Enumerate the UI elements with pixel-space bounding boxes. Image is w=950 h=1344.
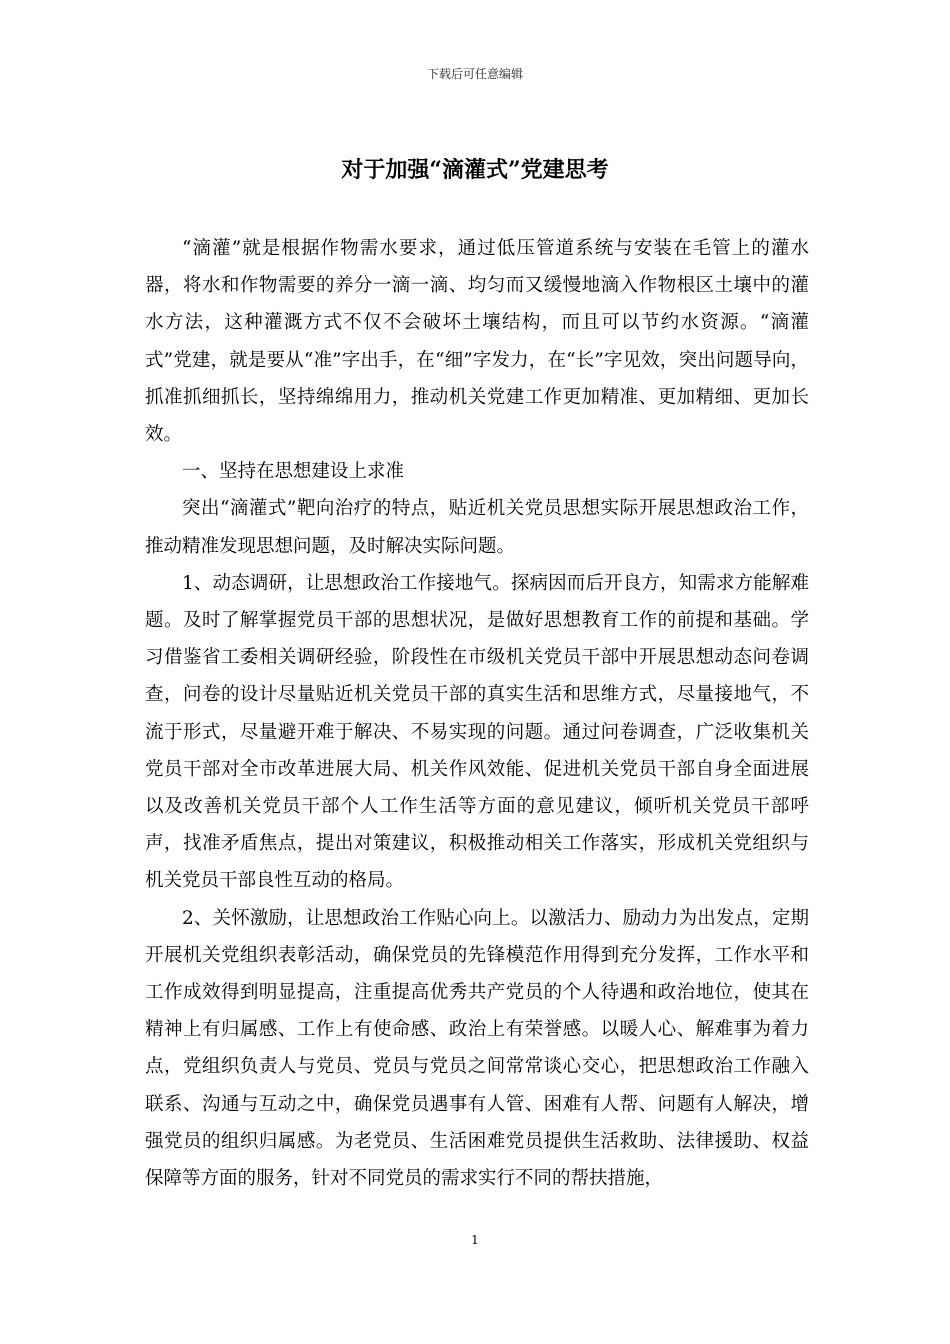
section-heading-1: 一、坚持在思想建设上求准 [182,461,405,483]
paragraph-item-1: 1、动态调研，让思想政治工作接地气。探病因而后开良方，知需求方能解难题。及时了解掌握党员干部的思想状况，是做好思想教育工作的前提和基础。学习借鉴省工委相关调研经验，阶段性在市级机关党员干部中开展思想动态问卷调查，问卷的设计尽量贴近机关党员干部的真实生活和思维方式，尽量接地气，不流于形式，尽量避开难于解决、不易实现的问题。通过问卷调查，广泛收集机关党员干部对全市改革进展大局、机关作风效能、促进机关党员干部自身全面进展以及改善机关党员干部个人工作生活等方面的意见建议，倾听机关党员干部呼声，找准矛盾焦点，提出对策建议，积极推动相关工作落实，形成机关党组织与机关党员干部良性互动的格局。 [145,572,809,892]
document-title: 对于加强“滴灌式”党建思考 [341,157,609,183]
document-body [145,230,809,1197]
header-note: 下载后可任意编辑 [426,67,523,81]
page-number: 1 [471,1233,479,1247]
paragraph-section-1-intro: 突出“滴灌式”靶向治疗的特点，贴近机关党员思想实际开展思想政治工作，推动精准发现思想问题，及时解决实际问题。 [145,498,809,557]
paragraph-item-2: 2、关怀激励，让思想政治工作贴心向上。以激活力、励动力为出发点，定期开展机关党组织表彰活动，确保党员的先锋模范作用得到充分发挥，工作水平和工作成效得到明显提高，注重提高优秀共产党员的个人待遇和政治地位，使其在精神上有归属感、工作上有使命感、政治上有荣誉感。以暖人心、解难事为着力点，党组织负责人与党员、党员与党员之间常常谈心交心，把思想政治工作融入联系、沟通与互动之中，确保党员遇事有人管、困难有人帮、问题有人解决，增强党员的组织归属感。为老党员、生活困难党员提供生活救助、法律援助、权益保障等方面的服务，针对不同党员的需求实行不同的帮扶措施， [145,907,809,1190]
paragraph-intro: “滴灌”就是根据作物需水要求，通过低压管道系统与安装在毛管上的灌水器，将水和作物需要的养分一滴一滴、均匀而又缓慢地滴入作物根区土壤中的灌水方法，这种灌溉方式不仅不会破坏土壤结构，而且可以节约水资源。“滴灌式”党建，就是要从“准”字出手，在“细”字发力，在“长”字见效，突出问题导向，抓准抓细抓长，坚持绵绵用力，推动机关党建工作更加精准、更加精细、更加长效。 [145,238,809,446]
